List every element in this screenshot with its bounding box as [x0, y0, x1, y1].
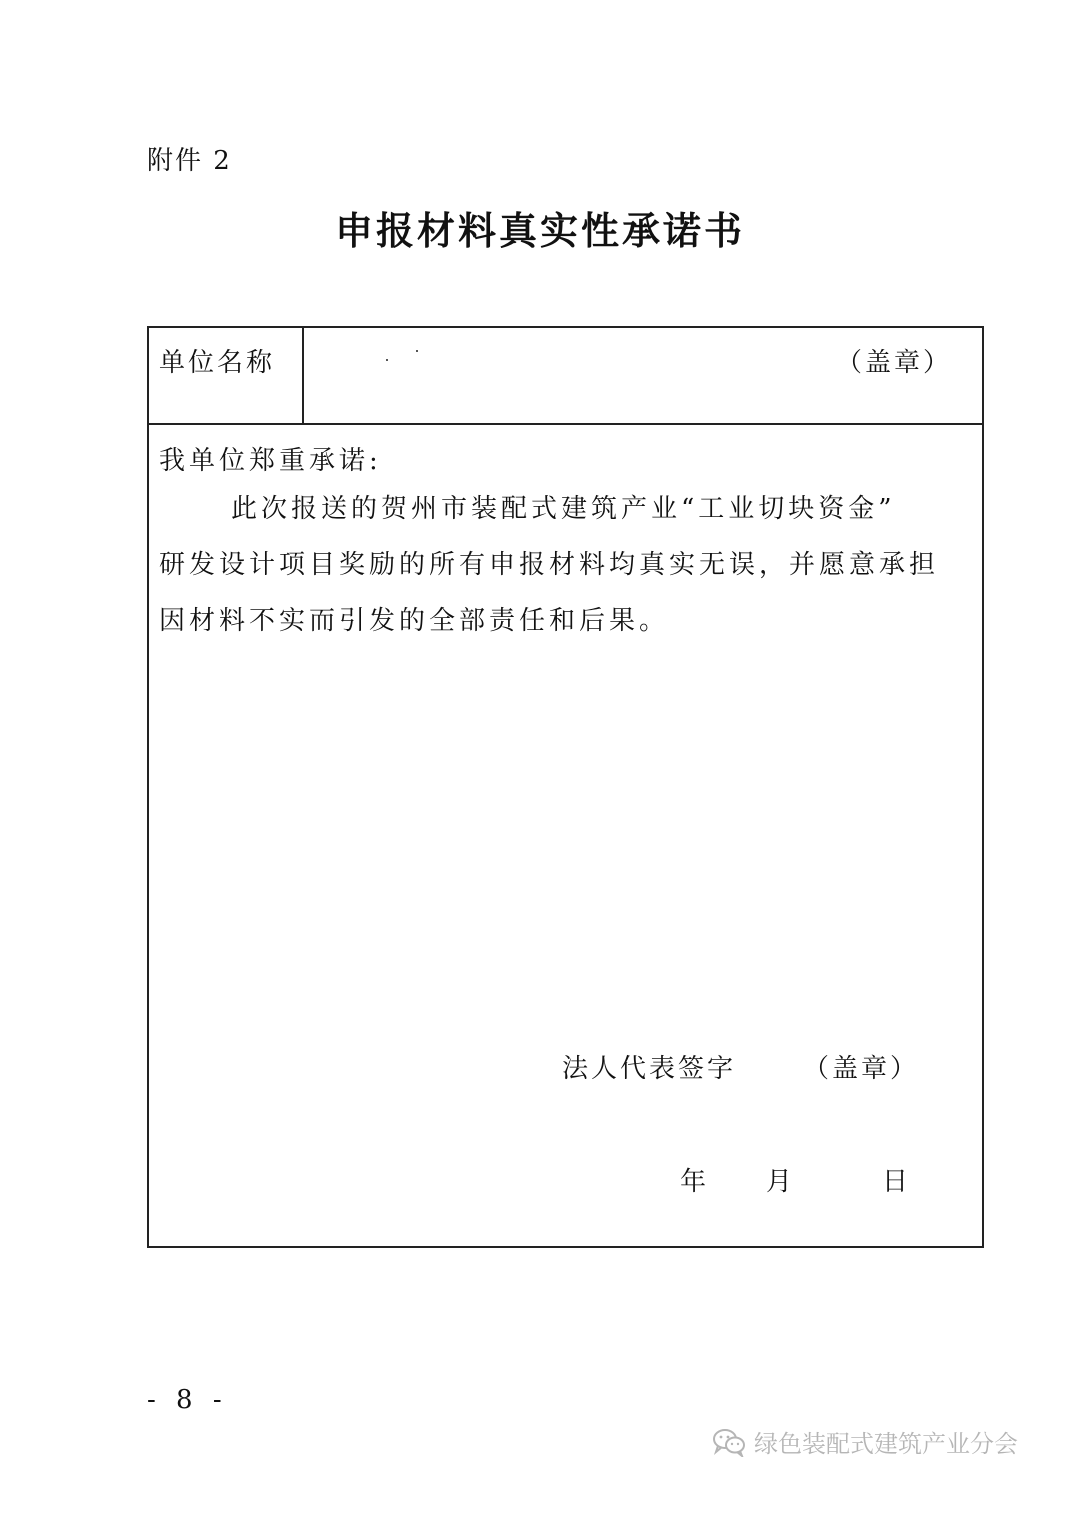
wechat-icon — [712, 1427, 746, 1457]
scan-speck — [416, 350, 418, 352]
unit-name-row — [149, 328, 982, 425]
watermark-text: 绿色装配式建筑产业分会 — [754, 1430, 1018, 1458]
watermark — [712, 1424, 1018, 1459]
attachment-label: 附件 2 — [147, 146, 232, 176]
date-day-label: 日 — [882, 1167, 909, 1197]
commitment-form — [147, 326, 984, 1248]
promise-intro: 我单位郑重承诺: — [159, 446, 382, 476]
page-number: - 8 - — [147, 1385, 228, 1415]
promise-line: 研发设计项目奖励的所有申报材料均真实无误，并愿意承担 — [159, 550, 940, 580]
promise-line: 此次报送的贺州市装配式建筑产业“工业切块资金” — [231, 494, 896, 524]
date-year-label: 年 — [680, 1167, 707, 1197]
promise-line: 因材料不实而引发的全部责任和后果。 — [159, 606, 670, 636]
date-month-label: 月 — [766, 1167, 793, 1197]
unit-name-label-cell — [149, 328, 304, 423]
legal-representative-seal-note: （盖章） — [803, 1054, 920, 1084]
unit-name-label: 单位名称 — [159, 348, 276, 378]
document-title: 申报材料真实性承诺书 — [334, 208, 745, 253]
scan-speck — [386, 359, 388, 361]
unit-seal-note: （盖章） — [835, 348, 952, 378]
legal-representative-signature-label: 法人代表签字 — [562, 1054, 737, 1084]
